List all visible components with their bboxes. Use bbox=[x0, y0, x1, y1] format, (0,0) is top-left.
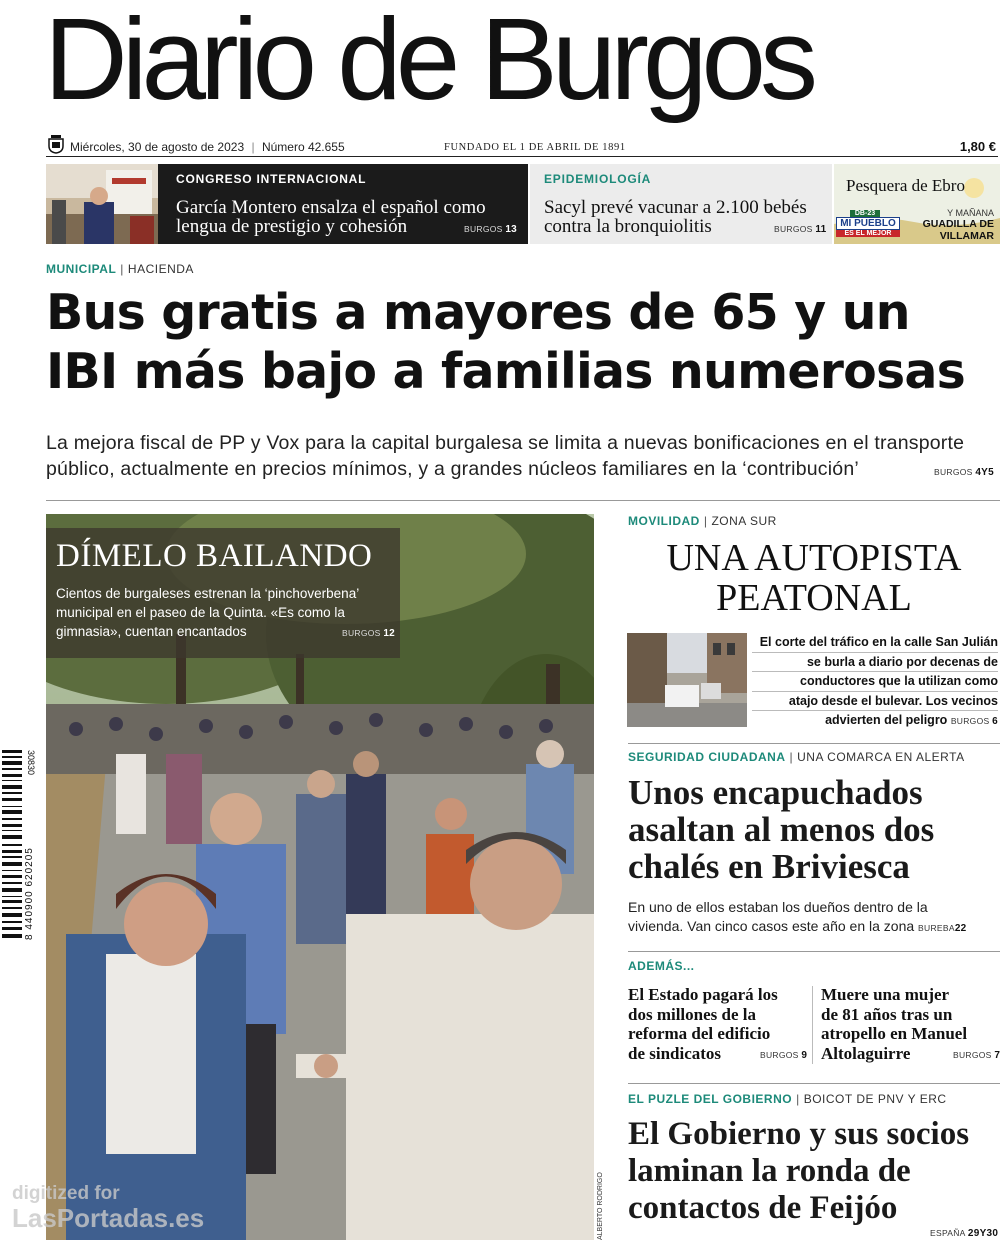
barcode-digits: 8 440900 620205 bbox=[24, 847, 35, 940]
body-line: se burla a diario por decenas de bbox=[752, 653, 998, 673]
page-reference bbox=[918, 923, 967, 933]
headline-line: de 81 años tras un bbox=[821, 1004, 953, 1024]
street-photo bbox=[627, 633, 747, 727]
headline-line: de sindicatos bbox=[628, 1043, 722, 1063]
seguridad-headline[interactable] bbox=[628, 774, 1000, 885]
ref-page: 7 bbox=[994, 1050, 1000, 1061]
edition-date: Miércoles, 30 de agosto de 2023 bbox=[70, 140, 245, 154]
ref-section: BURGOS bbox=[464, 224, 503, 234]
body-line: atajo desde el bulevar. Los vecinos bbox=[752, 692, 998, 712]
ref-section: ESPAÑA bbox=[930, 1228, 966, 1238]
ademas-kicker bbox=[628, 959, 695, 973]
teaser-next-name: VILLAMAR bbox=[939, 230, 994, 242]
deck-line: La mejora fiscal de PP y Vox para la capital burgalesa se limita a nuevas bonificaciones en el transporte bbox=[46, 432, 965, 454]
ref-page: 6 bbox=[992, 716, 998, 728]
column-divider bbox=[812, 986, 813, 1064]
photo-caption-box bbox=[46, 528, 400, 658]
main-headline-line: Bus gratis a mayores de 65 y un bbox=[46, 284, 910, 341]
kicker-topic: UNA COMARCA EN ALERTA bbox=[797, 750, 965, 764]
teaser-kicker: EPIDEMIOLOGÍA bbox=[544, 172, 652, 186]
kicker-topic: HACIENDA bbox=[127, 262, 194, 276]
headline-line: Muere una mujer bbox=[821, 985, 950, 1004]
headline-line: laminan la ronda de bbox=[628, 1153, 911, 1189]
photo-title: DÍMELO BAILANDO bbox=[56, 538, 373, 574]
ref-page: 9 bbox=[801, 1050, 808, 1061]
headline-line: asaltan al menos dos bbox=[628, 810, 935, 849]
badge-code: DB-23 bbox=[850, 210, 880, 217]
body-line: vivienda. Van cinco casos este año en la zona bbox=[628, 918, 915, 934]
body-last-line bbox=[628, 917, 1000, 938]
photo-credit-wrap bbox=[597, 1170, 609, 1240]
congress-photo bbox=[46, 164, 158, 244]
headline-line: dos millones de la bbox=[628, 1004, 756, 1024]
headline-line: atropello en Manuel bbox=[821, 1024, 968, 1043]
page-reference bbox=[342, 628, 395, 639]
kicker-topic: BOICOT DE PNV Y ERC bbox=[803, 1092, 947, 1106]
movilidad-body bbox=[752, 633, 998, 732]
section-divider bbox=[628, 743, 1000, 744]
page-reference bbox=[774, 224, 826, 235]
city-crest-icon bbox=[46, 134, 66, 154]
edition-info: Miércoles, 30 de agosto de 2023 | Número 42.655 bbox=[70, 140, 345, 154]
movilidad-headline[interactable] bbox=[628, 538, 1000, 618]
page-reference bbox=[930, 1228, 998, 1239]
page-reference bbox=[951, 716, 998, 726]
ref-page: 11 bbox=[815, 224, 827, 235]
ref-page: 29Y30 bbox=[967, 1228, 999, 1239]
badge-sub: ES EL MEJOR bbox=[836, 230, 900, 237]
section-divider bbox=[628, 951, 1000, 952]
kicker-section: MUNICIPAL bbox=[46, 262, 117, 276]
page-reference bbox=[464, 224, 517, 235]
movilidad-kicker: MOVILIDAD | ZONA SUR bbox=[628, 514, 777, 528]
ref-section: BUREBA bbox=[918, 923, 955, 933]
gobierno-kicker: EL PUZLE DEL GOBIERNO | BOICOT DE PNV Y ERC bbox=[628, 1092, 947, 1106]
edition-number: Número 42.655 bbox=[261, 140, 345, 154]
headline-line: Unos encapuchados bbox=[628, 773, 923, 812]
mi-pueblo-badge bbox=[836, 210, 900, 237]
barcode-bars bbox=[2, 750, 22, 940]
barcode-code: 30830 bbox=[26, 750, 36, 776]
cover-price: 1,80 € bbox=[959, 139, 996, 154]
teaser-headline-line: Sacyl prevé vacunar a 2.100 bebés bbox=[544, 197, 807, 218]
founded-line: FUNDADO EL 1 DE ABRIL DE 1891 bbox=[444, 142, 626, 153]
ref-section: BURGOS bbox=[774, 224, 813, 234]
body-line: El corte del tráfico en la calle San Julián bbox=[752, 633, 998, 653]
gobierno-headline[interactable] bbox=[628, 1116, 1000, 1227]
ref-section: BURGOS bbox=[934, 467, 973, 477]
teaser-next-name: GUADILLA DE bbox=[922, 218, 994, 230]
main-headline-line: IBI más bajo a familias numerosas bbox=[46, 343, 966, 400]
seguridad-kicker: SEGURIDAD CIUDADANA | UNA COMARCA EN ALERTA bbox=[628, 750, 965, 764]
ref-page: 12 bbox=[383, 628, 396, 639]
photo-credit: ALBERTO RODRIGO bbox=[597, 1172, 604, 1240]
main-kicker: MUNICIPAL | HACIENDA bbox=[46, 262, 194, 276]
ref-page: 13 bbox=[505, 224, 518, 235]
kicker-section: EL PUZLE DEL GOBIERNO bbox=[628, 1092, 793, 1106]
headline-line: reforma del edificio bbox=[628, 1024, 771, 1043]
headline-line: Altolaguirre bbox=[821, 1043, 911, 1063]
main-headline[interactable] bbox=[46, 283, 1000, 401]
main-deck bbox=[46, 430, 1000, 482]
teaser-headline-line: lengua de prestigio y cohesión bbox=[176, 216, 408, 237]
headline-line: chalés en Briviesca bbox=[628, 847, 910, 886]
kicker-topic: ZONA SUR bbox=[711, 514, 777, 528]
body-line: conductores que la utilizan como bbox=[752, 672, 998, 692]
body-line: advierten del peligro bbox=[825, 713, 948, 728]
dateline bbox=[46, 134, 998, 157]
teaser-epidemiologia[interactable] bbox=[530, 164, 832, 244]
body-line: En uno de ellos estaban los dueños dentro de la bbox=[628, 899, 928, 915]
masthead-title: Diario de Burgos bbox=[44, 0, 812, 124]
page-reference bbox=[934, 467, 994, 478]
teaser-headline-line: contra la bronquiolitis bbox=[544, 216, 712, 237]
headline-line: El Gobierno y sus socios bbox=[628, 1116, 970, 1152]
caption-line: municipal en el paseo de la Quinta. «Es como la bbox=[56, 605, 345, 620]
headline-line: contactos de Feijóo bbox=[628, 1190, 898, 1226]
caption-line: Cientos de burgaleses estrenan la ‘pinchoverbena’ bbox=[56, 586, 360, 601]
teaser-mi-pueblo[interactable] bbox=[834, 164, 1000, 244]
ref-section: BURGOS bbox=[950, 716, 990, 727]
page-reference bbox=[953, 1050, 1000, 1061]
teaser-title: Pesquera de Ebro bbox=[846, 176, 965, 195]
caption-line: gimnasia», cuentan encantados bbox=[56, 624, 247, 639]
ref-section: BURGOS bbox=[760, 1050, 799, 1060]
teaser-congreso[interactable] bbox=[46, 164, 528, 244]
kicker-section: ADEMÁS... bbox=[628, 959, 695, 973]
ref-page: 4Y5 bbox=[975, 467, 995, 478]
badge-main: MI PUEBLO bbox=[836, 217, 900, 230]
page-reference bbox=[760, 1050, 807, 1061]
kicker-section: SEGURIDAD CIUDADANA bbox=[628, 750, 786, 764]
section-divider bbox=[46, 500, 1000, 501]
teaser-kicker: CONGRESO INTERNACIONAL bbox=[176, 172, 367, 186]
section-divider bbox=[628, 1083, 1000, 1084]
teaser-next-label: Y MAÑANA bbox=[947, 208, 994, 218]
watermark-line: LasPortadas.es bbox=[12, 1203, 205, 1233]
headline-line: UNA AUTOPISTA bbox=[666, 537, 962, 579]
ref-section: BURGOS bbox=[342, 628, 381, 638]
deck-line: público, actualmente en precios mínimos, y a grandes núcleos familiares en la ‘contribución’ bbox=[46, 458, 859, 480]
photo-caption bbox=[56, 584, 359, 641]
headline-line: PEATONAL bbox=[716, 577, 912, 619]
barcode bbox=[2, 750, 42, 940]
seguridad-body bbox=[628, 898, 1000, 938]
body-last-line bbox=[752, 711, 998, 732]
kicker-section: MOVILIDAD bbox=[628, 514, 700, 528]
watermark-line: digitized for bbox=[12, 1183, 120, 1204]
headline-line: El Estado pagará los bbox=[628, 985, 778, 1004]
watermark bbox=[12, 1182, 205, 1233]
ref-section: BURGOS bbox=[953, 1050, 992, 1060]
ref-page: 22 bbox=[954, 923, 967, 934]
teaser-headline-line: García Montero ensalza el español como bbox=[176, 197, 486, 218]
